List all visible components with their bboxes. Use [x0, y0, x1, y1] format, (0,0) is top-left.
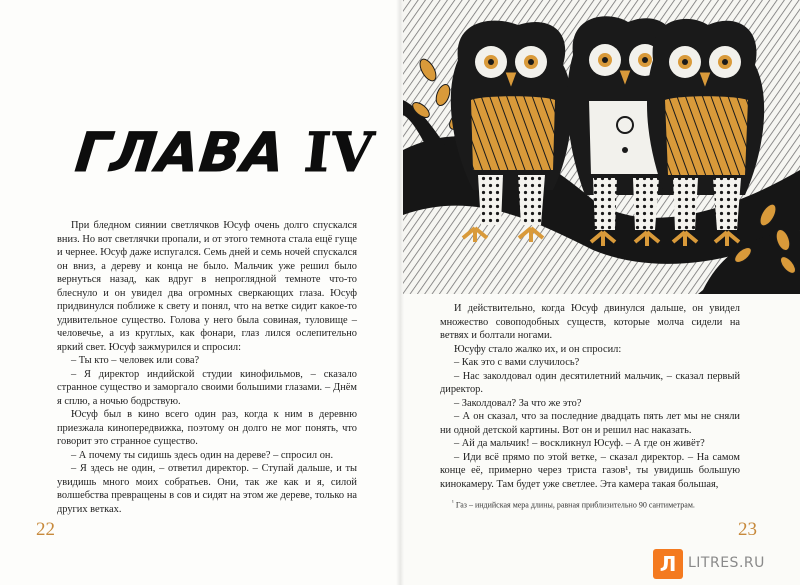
paragraph: – Иди всё прямо по этой ветке, – сказал директор. – На самом конце её, примерно через триста газов¹, ты увидишь большую кинокамеру. Там будет уже светлее. Эта камера такая большая, — [440, 451, 740, 490]
page-number-left: 22 — [36, 519, 55, 540]
left-body-text — [57, 219, 357, 516]
litres-watermark-text[interactable]: LITRES.RU — [688, 555, 765, 571]
footnote — [452, 498, 752, 511]
page-number-right: 23 — [738, 519, 757, 540]
paragraph: – Как это с вами случилось? — [454, 357, 580, 368]
paragraph: – Я директор индийской студии кинофильмов, – сказало странное существо и заморгало своими большими глазами. – Днём я сплю, а ночью бодрствую. — [57, 368, 357, 407]
footnote-text: Газ – индийская мера длины, равная приблизительно 90 сантиметрам. — [455, 500, 695, 510]
paragraph: – Ай да мальчик! – воскликнул Юсуф. – А где он живёт? — [454, 438, 705, 449]
chapter-heading — [73, 120, 378, 184]
paragraph: – А он сказал, что за последние двадцать пять лет мы не сняли ни одной детской картины. Вот он и решил нас наказать. — [440, 411, 740, 436]
paragraph: – А почему ты сидишь здесь один на дереве? – спросил он. — [71, 449, 334, 461]
paragraph: – Заколдовал? За что же это? — [454, 397, 582, 409]
footnote-mark: ¹ — [452, 500, 454, 506]
chapter-word: ГЛАВА — [72, 121, 289, 184]
paragraph: Юсуф был в кино всего один раз, когда к ним в деревню приезжала кинопередвижка, поэтому он долго не мог понять, что говорит это странное существо. — [57, 409, 357, 447]
owls-linocut-svg — [403, 0, 800, 294]
chapter-numeral: IV — [301, 120, 378, 184]
litres-logo-icon[interactable] — [653, 549, 683, 579]
logo-letter: Л — [659, 552, 677, 576]
paragraph: – Я здесь не один, – ответил директор. – Ступай дальше, и ты увидишь много моих собратьев. Они, так же как и я, силой волшебства превращены в сов и сидят на этом же дереве, только на других ветках. — [57, 463, 357, 515]
paragraph: – Нас заколдовал один десятилетний мальчик, – сказал первый директор. — [440, 370, 740, 395]
paragraph: И действительно, когда Юсуф двинулся дальше, он увидел множество совоподобных существ, которые молча сидели на ветвях и болтали ногами. — [440, 303, 740, 341]
paragraph: Юсуфу стало жалко их, и он спросил: — [454, 343, 622, 355]
paragraph: При бледном сиянии светлячков Юсуф очень долго спускался вниз. Но вот светлячки пропали, и от этого темнота стала ещё гуще и чернее. Юсуф даже испугался. Семь дней и семь ночей спускался он вниз, а дереву и конца не было. Мальчик уже решил было вернуться назад, как вдруг в непроглядной темноте что-то блеснуло и он увидел два огромных сверкающих глаза. Юсуф придвинулся поближе к свету и понял, что на ветке сидит какое-то удивительное существо. Голова у него была совиная, туловище – человечье, а из круглых, как фонари, глаз лился ослепительно яркий свет. Юсуф зажмурился и спросил: — [57, 220, 357, 353]
right-body-text — [440, 302, 740, 491]
owls-illustration — [403, 0, 800, 294]
paragraph: – Ты кто – человек или сова? — [71, 355, 200, 366]
